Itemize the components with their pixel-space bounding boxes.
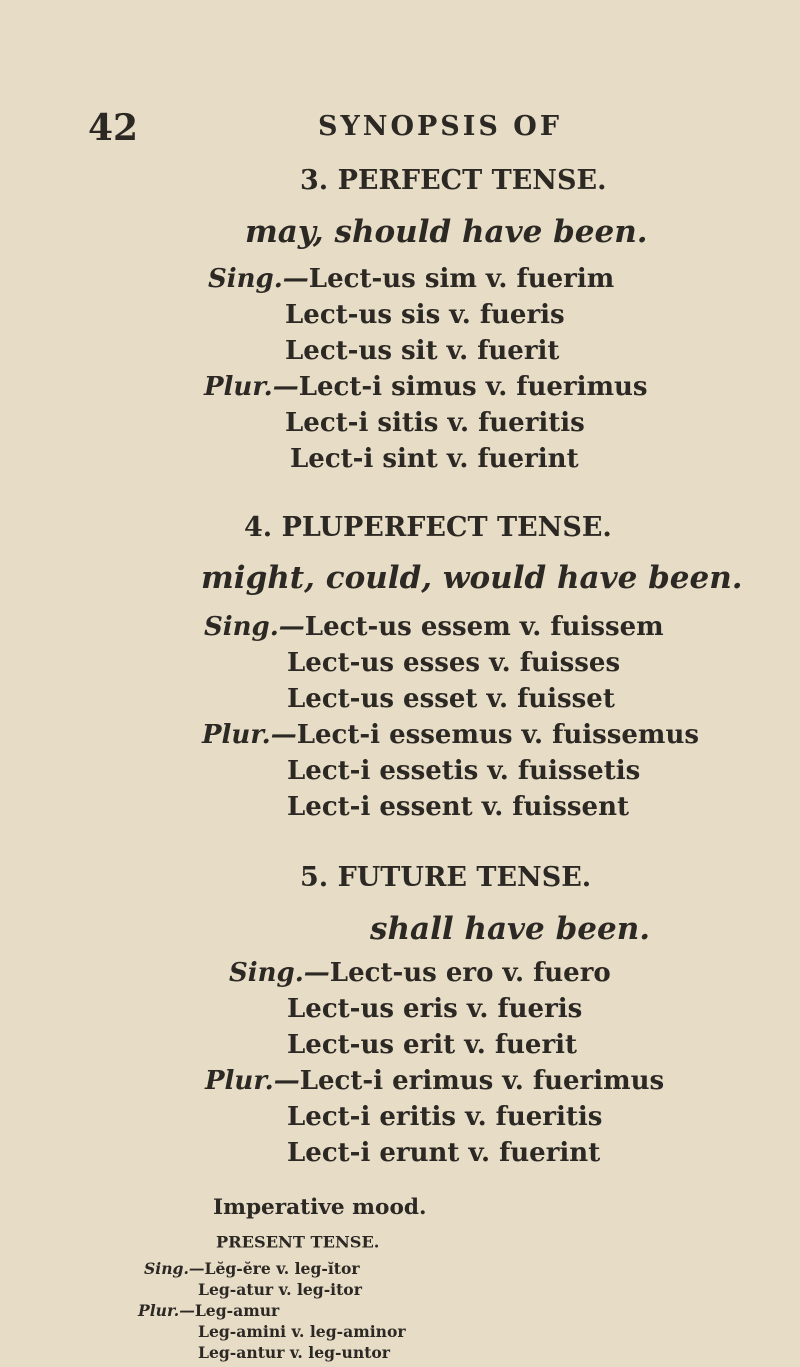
imperative-mood-title: Imperative mood. [213, 1194, 427, 1220]
conjugation-line [198, 1344, 390, 1362]
number-label: Sing.— [229, 958, 330, 988]
conjugation-form: Lect-us sis v. fueris [285, 300, 565, 330]
conjugation-form: Lect-us eris v. fueris [287, 994, 583, 1024]
conjugation-line [208, 264, 614, 294]
conjugation-form: Lect-i essetis v. fuissetis [287, 756, 641, 786]
conjugation-form: Lect-i simus v. fuerimus [298, 372, 648, 402]
number-label: Plur.— [138, 1302, 195, 1320]
conjugation-form: Leg-amini v. leg-aminor [198, 1323, 406, 1341]
number-label: Plur.— [205, 1066, 300, 1096]
section-heading-present: PRESENT TENSE. [216, 1233, 380, 1252]
conjugation-line [198, 1323, 406, 1341]
conjugation-line [198, 1281, 362, 1299]
conjugation-form: Lect-i eritis v. fueritis [287, 1102, 603, 1132]
conjugation-form: Lect-us esses v. fuisses [287, 648, 621, 678]
section-translation-pluperfect: might, could, would have been. [201, 560, 743, 596]
conjugation-line [204, 372, 648, 402]
number-label: Plur.— [202, 720, 297, 750]
conjugation-line [229, 958, 611, 988]
number-label: Sing.— [144, 1260, 205, 1278]
conjugation-line [290, 444, 579, 474]
conjugation-form: Lect-i sint v. fuerint [290, 444, 579, 474]
conjugation-form: Lĕg-ĕre v. leg-ĭtor [204, 1260, 360, 1278]
number-label: Plur.— [204, 372, 299, 402]
conjugation-form: Lect-i essemus v. fuissemus [296, 720, 699, 750]
conjugation-line [144, 1260, 360, 1278]
section-heading-pluperfect: 4. PLUPERFECT TENSE. [244, 512, 612, 543]
conjugation-line [287, 1138, 600, 1168]
conjugation-form: Leg-atur v. leg-itor [198, 1281, 362, 1299]
conjugation-line [287, 648, 620, 678]
conjugation-form: Lect-i essent v. fuissent [287, 792, 629, 822]
conjugation-form: Leg-antur v. leg-untor [198, 1344, 391, 1362]
conjugation-form: Lect-us essem v. fuissem [304, 612, 664, 642]
conjugation-form: Lect-us sit v. fuerit [285, 336, 560, 366]
section-translation-future: shall have been. [370, 911, 651, 947]
conjugation-form: Lect-us esset v. fuisset [287, 684, 615, 714]
conjugation-form: Lect-i erunt v. fuerint [287, 1138, 601, 1168]
conjugation-line [287, 684, 615, 714]
conjugation-line [285, 336, 559, 366]
conjugation-line [287, 756, 640, 786]
conjugation-form: Leg-amur [194, 1302, 280, 1320]
conjugation-line [287, 994, 582, 1024]
conjugation-form: Lect-us sim v. fuerim [308, 264, 615, 294]
conjugation-line [205, 1066, 664, 1096]
conjugation-line [138, 1302, 279, 1320]
section-heading-future: 5. FUTURE TENSE. [300, 862, 592, 893]
conjugation-line [202, 720, 699, 750]
conjugation-form: Lect-i sitis v. fueritis [285, 408, 585, 438]
conjugation-line [287, 1102, 602, 1132]
conjugation-line [287, 1030, 577, 1060]
conjugation-line [287, 792, 629, 822]
conjugation-line [285, 408, 585, 438]
number-label: Sing.— [204, 612, 305, 642]
running-title: SYNOPSIS OF [318, 111, 562, 142]
imperative-block [0, 1185, 800, 1367]
section-translation-perfect: may, should have been. [245, 214, 648, 250]
number-label: Sing.— [208, 264, 309, 294]
conjugation-form: Lect-us ero v. fuero [329, 958, 611, 988]
conjugation-form: Lect-us erit v. fuerit [287, 1030, 578, 1060]
section-heading-perfect: 3. PERFECT TENSE. [300, 165, 607, 196]
conjugation-form: Lect-i erimus v. fuerimus [299, 1066, 665, 1096]
page-number: 42 [88, 107, 139, 149]
conjugation-line [285, 300, 565, 330]
conjugation-line [204, 612, 664, 642]
